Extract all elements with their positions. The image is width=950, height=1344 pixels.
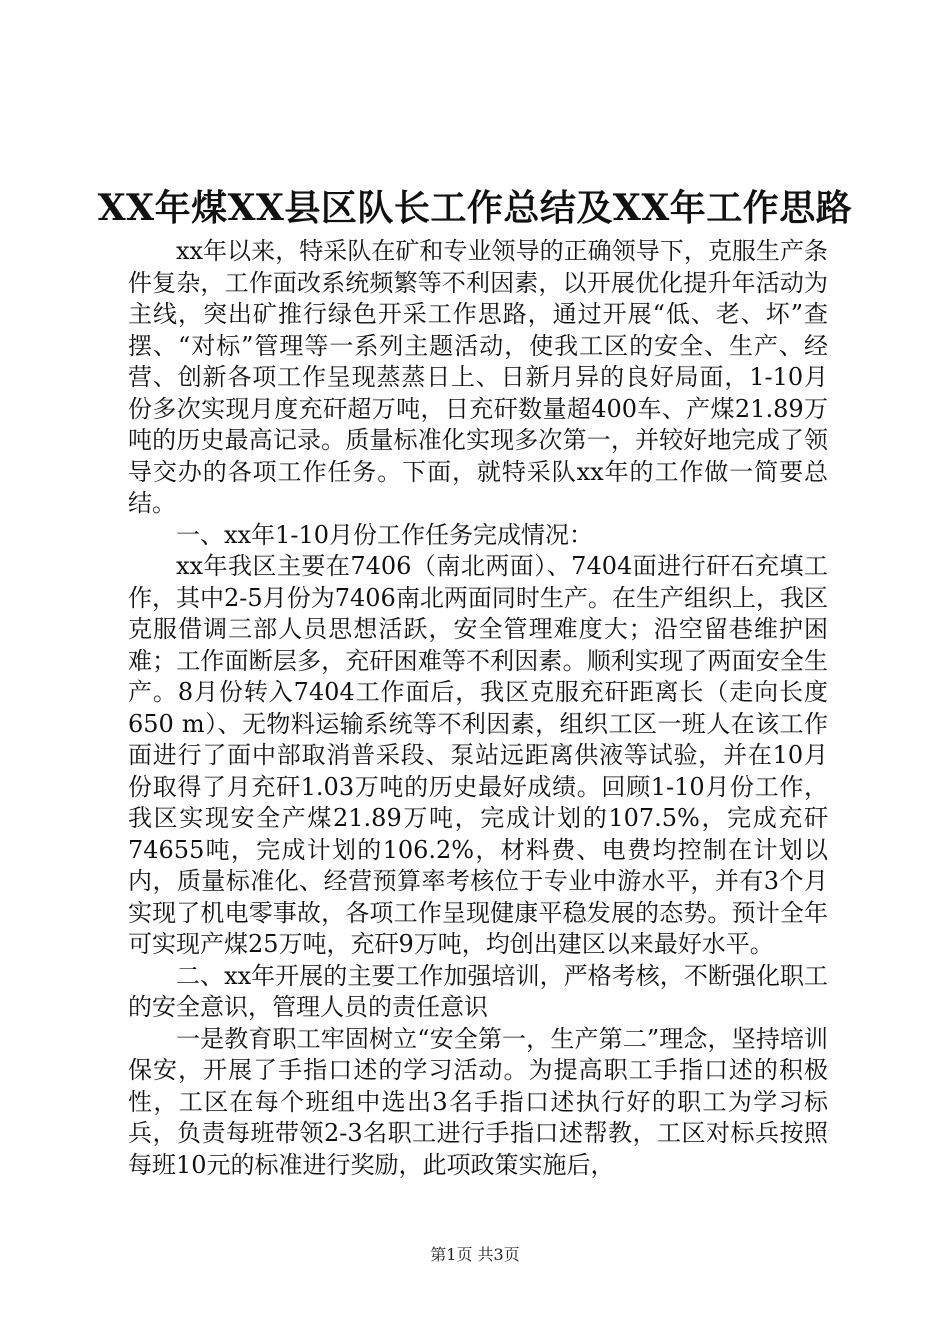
paragraph-task-completion: xx年我区主要在7406（南北两面）、7404面进行矸石充填工作，其中2-5月份为7406南北两面同时生产。在生产组织上，我区克服借调三部人员思想活跃，安全管理难度大；沿空留巷维护困难；工作面断层多，充矸困难等不利因素。顺利实现了两面安全生产。8月份转入7404工作面后，我区克服充矸距离长（走向长度650 m）、无物料运输系统等不利因素，组织工区一班人在该工作面进行了面中部取消普采段、泵站远距离供液等试验，并在10月份取得了月充矸1.03万吨的历史最好成绩。回顾1-10月份工作，我区实现安全产煤21.89万吨，完成计划的107.5%，完成充矸74655吨，完成计划的106.2%，材料费、电费均控制在计划以内，质量标准化、经营预算率考核位于专业中游水平，并有3个月实现了机电零事故，各项工作呈现健康平稳发展的态势。预计全年可实现产煤25万吨，充矸9万吨，均创出建区以来最好水平。 [128,552,828,958]
document-title: XX年煤XX县区队长工作总结及XX年工作思路 [97,187,853,229]
paragraph-intro: xx年以来，特采队在矿和专业领导的正确领导下，克服生产条件复杂，工作面改系统频繁等不利因素，以开展优化提升年活动为主线，突出矿推行绿色开采工作思路，通过开展“低、老、坏”查摆、“对标”管理等一系列主题活动，使我工区的安全、生产、经营、创新各项工作呈现蒸蒸日上、日新月异的良好局面，1-10月份多次实现月度充矸超万吨，日充矸数量超400车、产煤21.89万吨的历史最高记录。质量标准化实现多次第一，并较好地完成了领导交办的各项工作任务。下面，就特采队xx年的工作做一简要总结。 [128,237,828,517]
paragraph-training: 一是教育职工牢固树立“安全第一，生产第二”理念，坚持培训保安，开展了手指口述的学习活动。为提高职工手指口述的积极性，工区在每个班组中选出3名手指口述执行好的职工为学习标兵，负责每班带领2-3名职工进行手指口述帮教，工区对标兵按照每班10元的标准进行奖励，此项政策实施后， [128,1024,828,1179]
document-body [128,236,828,1181]
paragraph-heading-2: 二、xx年开展的主要工作加强培训，严格考核，不断强化职工的安全意识，管理人员的责任意识 [128,961,828,1021]
page-footer: 第1页 共3页 [430,1245,520,1264]
paragraph-heading-1: 一、xx年1-10月份工作任务完成情况： [176,520,593,549]
